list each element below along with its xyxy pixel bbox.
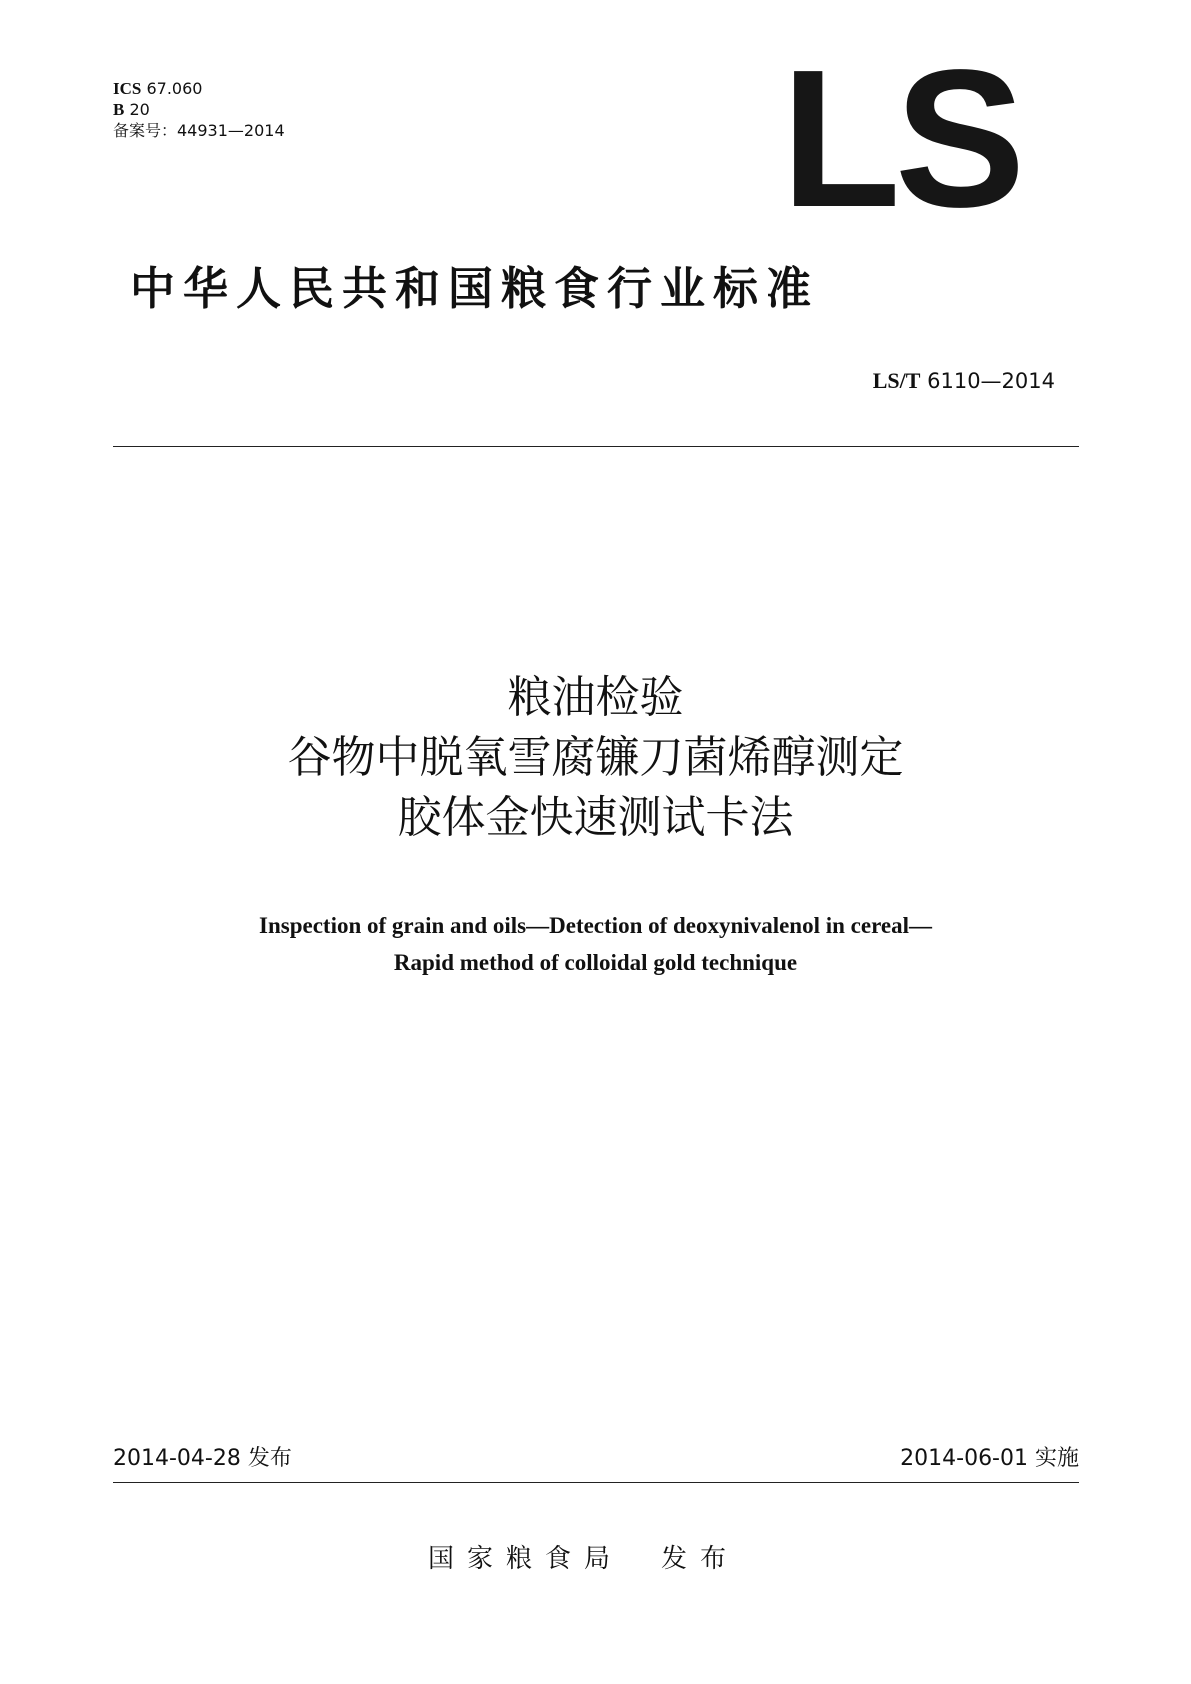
publisher-action: 发布 [661,1544,740,1574]
class-code [113,99,285,120]
chinese-title-line: 谷物中脱氧雪腐镰刀菌烯醇测定 [287,732,904,783]
ics-code [113,78,285,99]
filing-number: 备案号：44931—2014 [113,121,285,140]
english-title-line: Inspection of grain and oils—Detection of deoxynivalenol in cereal— [259,913,932,938]
standard-number [873,368,1055,394]
ics-label: ICS [113,79,142,98]
class-label: B [113,100,125,119]
bottom-divider [113,1482,1079,1483]
standard-category-title: 中华人民共和国粮食行业标准 [130,262,820,315]
classification-block [113,78,285,141]
ls-logo: LS [781,63,1020,215]
class-value: 20 [129,100,150,119]
chinese-title [0,668,1191,848]
standard-number-prefix: LS/T [872,368,921,393]
english-title-line: Rapid method of colloidal gold technique [393,950,798,975]
ics-value: 67.060 [146,79,203,98]
publisher-name: 国家粮食局 [428,1544,624,1574]
publisher-line [428,1538,739,1575]
standard-number-value: 6110—2014 [927,369,1055,393]
issue-date: 2014-04-28 发布 [113,1446,292,1471]
chinese-title-line: 粮油检验 [507,672,684,723]
implementation-date: 2014-06-01 实施 [900,1446,1079,1471]
chinese-title-line: 胶体金快速测试卡法 [397,792,794,843]
top-divider [113,446,1079,447]
english-title [0,907,1191,981]
